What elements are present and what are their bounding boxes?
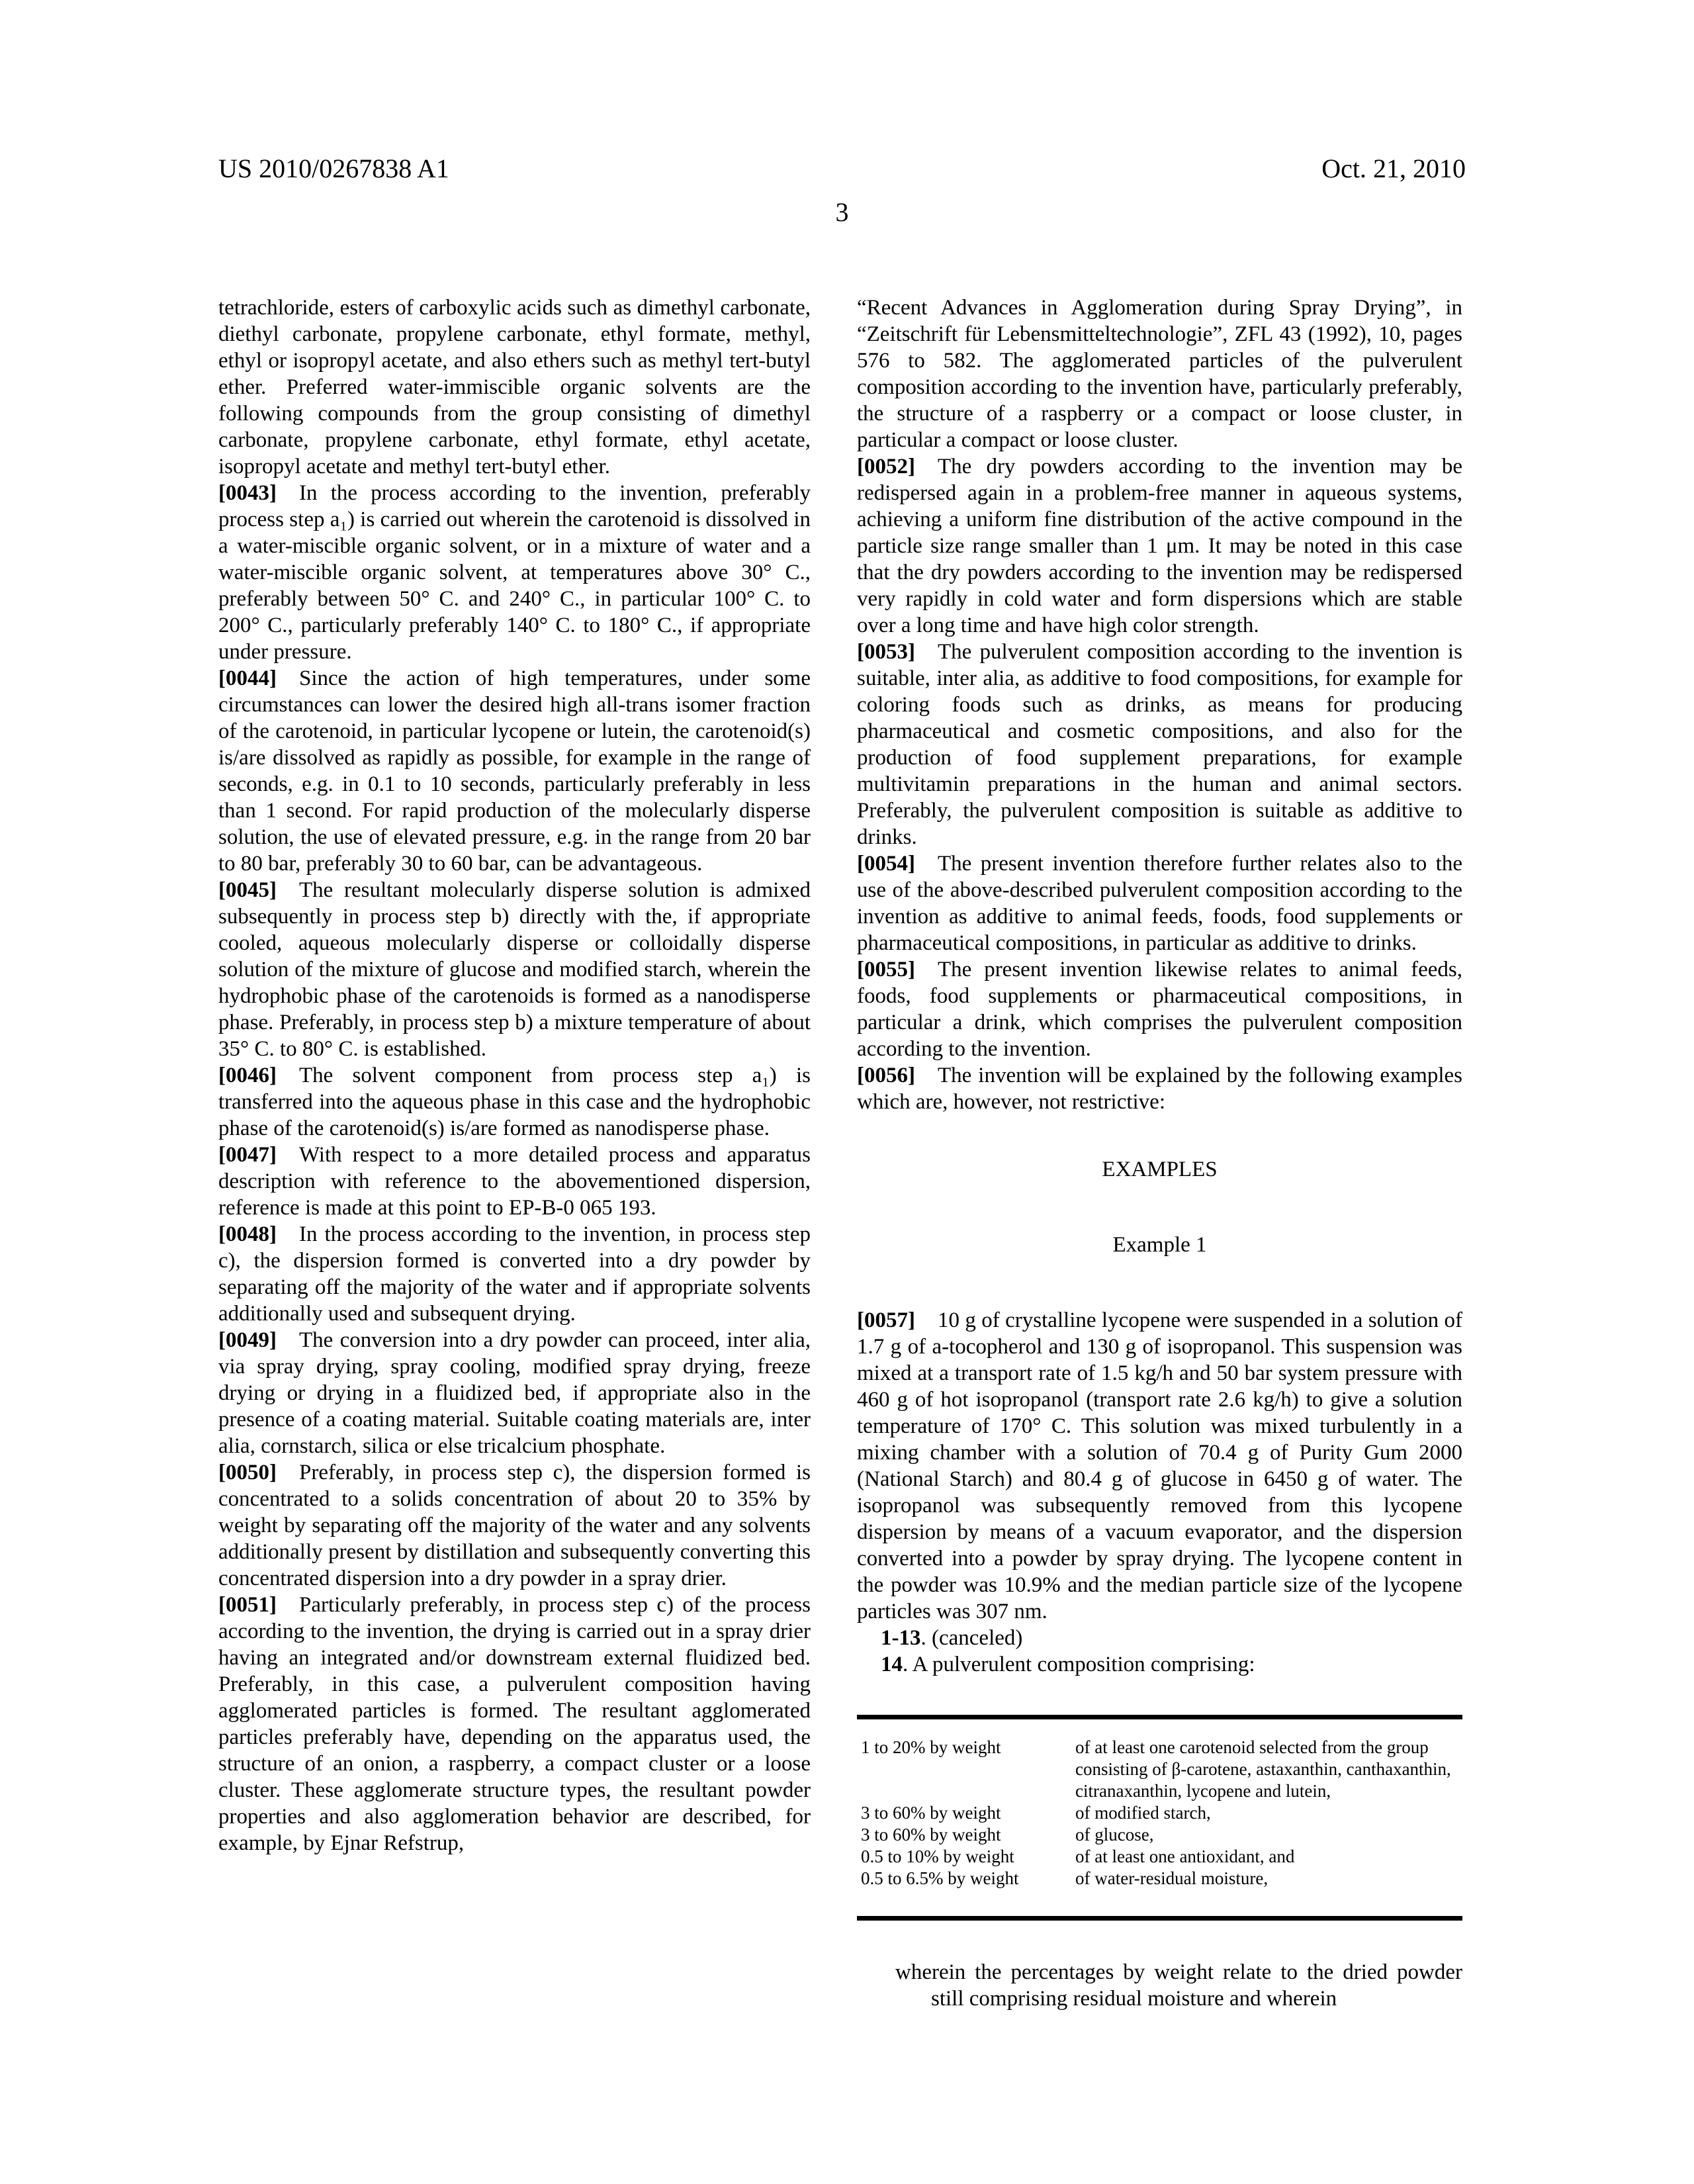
paragraph-text: With respect to a more detailed process and apparatus description with reference to the abovementioned dispersion, reference is made at this point to EP-B-0 065 193. (218, 1143, 811, 1220)
closing-clause: wherein the percentages by weight relate to the dried powder still comprising residual moisture and wherein (895, 1960, 1462, 2011)
publication-number: US 2010/0267838 A1 (218, 154, 449, 183)
claim-text: . (canceled) (920, 1626, 1023, 1650)
paragraph (857, 295, 1462, 453)
claim-number: 1-13 (881, 1626, 921, 1650)
example1-heading: Example 1 (1112, 1233, 1207, 1257)
paragraph-text: The conversion into a dry powder can proceed, inter alia, via spray drying, spray cooling, modified spray drying, freeze drying or drying in a fluidized bed, if appropriate also in the presence of a coating material. Suitable coating materials are, inter alia, cornstarch, silica or else tricalcium phosphate. (218, 1328, 811, 1458)
paragraph-number: [0055] (857, 958, 915, 981)
paragraph (218, 1221, 811, 1327)
paragraph-text: Since the action of high temperatures, under some circumstances can lower the desired high all-trans isomer fraction of the carotenoid, in particular lycopene or lutein, the carotenoid(s) is/are dissolved as rapidly as possible, for example in the range of seconds, e.g. in 0.1 to 10 seconds, particularly preferably in less than 1 second. For rapid production of the molecularly disperse solution, the use of elevated pressure, e.g. in the range from 20 bar to 80 bar, preferably 30 to 60 bar, can be advantageous. (218, 666, 811, 876)
paragraph-text: Preferably, in process step c), the dispersion formed is concentrated to a solids concentration of about 20 to 35% by weight by separating off the majority of the water and any solvents additionally present by distillation and subsequently converting this concentrated dispersion into a dry powder in a spray drier. (218, 1461, 811, 1590)
paragraph (218, 1142, 811, 1221)
paragraph-text: The pulverulent composition according to the invention is suitable, inter alia, as additive to food compositions, for example for coloring foods such as drinks, as means for producing pharmaceutical and cosmetic compositions, and also for the production of food supplement preparations, for example multivitamin preparations in the human and animal sectors. Preferably, the pulverulent composition is suitable as additive to drinks. (857, 640, 1462, 849)
paragraph-number: [0052] (857, 455, 915, 478)
composition-table (857, 1715, 1462, 1921)
paragraph-number: [0049] (218, 1328, 277, 1352)
claim-canceled (857, 1625, 1462, 1651)
paragraph (218, 665, 811, 877)
paragraph-number: [0044] (218, 666, 277, 690)
paragraph (857, 1062, 1462, 1115)
table-component-cell: of modified starch, (1075, 1803, 1211, 1823)
paragraph-text: The present invention therefore further relates also to the use of the above-described pulverulent composition according to the invention as additive to animal feeds, foods, food supplements or pharmaceutical compositions, in particular as additive to drinks. (857, 852, 1462, 955)
page-number: 3 (835, 197, 849, 227)
paragraph (218, 295, 811, 480)
publication-date: Oct. 21, 2010 (1321, 154, 1466, 183)
table-amount-cell: 1 to 20% by weight (861, 1737, 1001, 1757)
paragraph-number: [0054] (857, 852, 915, 876)
paragraph-text: The invention will be explained by the following examples which are, however, not restrictive: (857, 1064, 1462, 1114)
paragraph (218, 1062, 811, 1142)
paragraph-text: The resultant molecularly disperse solution is admixed subsequently in process step b) directly with the, if appropriate cooled, aqueous molecularly disperse or colloidally disperse solution of the mixture of glucose and modified starch, wherein the hydrophobic phase of the carotenoids is formed as a nanodisperse phase. Preferably, in process step b) a mixture temperature of about 35° C. to 80° C. is established. (218, 878, 811, 1061)
paragraph-number: [0047] (218, 1143, 277, 1167)
page-header (218, 154, 1466, 184)
right-column (857, 295, 1462, 2012)
paragraph-text: In the process according to the invention, in process step c), the dispersion formed is converted into a dry powder by separating off the majority of the water and if appropriate solvents additionally used and subsequent drying. (218, 1222, 811, 1326)
paragraph-text: 10 g of crystalline lycopene were suspended in a solution of 1.7 g of a-tocopherol and 130 g of isopropanol. This suspension was mixed at a transport rate of 1.5 kg/h and 50 bar system pressure with 460 g of hot isopropanol (transport rate 2.6 kg/h) to give a solution temperature of 170° C. This solution was mixed turbulently in a mixing chamber with a solution of 70.4 g of Purity Gum 2000 (National Starch) and 80.4 g of glucose in 6450 g of water. The isopropanol was subsequently removed from this lycopene dispersion by means of a vacuum evaporator, and the dispersion converted into a powder by spray drying. The lycopene content in the powder was 10.9% and the median particle size of the lycopene particles was 307 nm. (857, 1308, 1462, 1623)
paragraph-number: [0053] (857, 640, 915, 664)
paragraph-number: [0050] (218, 1461, 277, 1484)
claim-number: 14 (881, 1653, 903, 1676)
table-component-cell: of at least one antioxidant, and (1075, 1846, 1295, 1866)
paragraph-number: [0043] (218, 481, 277, 505)
paragraph-text: “Recent Advances in Agglomeration during Spray Drying”, in “Zeitschrift für Lebensmitteltechnologie”, ZFL 43 (1992), 10, pages 576 to 582. The agglomerated particles of the pulverulent composition according to the invention have, particularly preferably, the structure of a raspberry or a compact or loose cluster, in particular a compact or loose cluster. (857, 296, 1462, 452)
paragraph (218, 1592, 811, 1856)
paragraph-text: tetrachloride, esters of carboxylic acids such as dimethyl carbonate, diethyl carbonate, propylene carbonate, ethyl formate, methyl, ethyl or isopropyl acetate, and also ethers such as methyl tert-butyl ether. Preferred water-immiscible organic solvents are the following compounds from the group consisting of dimethyl carbonate, propylene carbonate, ethyl formate, ethyl acetate, isopropyl acetate and methyl tert-butyl ether. (218, 296, 811, 478)
table-component-cell: of at least one carotenoid selected from the group consisting of β-carotene, astaxanthin, canthaxanthin, citranaxanthin, lycopene and lutein, (1075, 1737, 1451, 1801)
table-component-cell: of glucose, (1075, 1825, 1154, 1844)
claim-14 (857, 1651, 1462, 1678)
table-amount-cell: 0.5 to 6.5% by weight (861, 1868, 1019, 1888)
paragraph-text: The solvent component from process step a₁) is transferred into the aqueous phase in this case and the hydrophobic phase of the carotenoid(s) is/are formed as nanodisperse phase. (218, 1064, 811, 1140)
paragraph-text: Particularly preferably, in process step c) of the process according to the invention, the drying is carried out in a spray drier having an integrated and/or downstream external fluidized bed. Preferably, in this case, a pulverulent composition having agglomerated particles is formed. The resultant agglomerated particles preferably have, depending on the apparatus used, the structure of an onion, a raspberry, a compact cluster or a loose cluster. These agglomerate structure types, the resultant powder properties and also agglomeration behavior are described, for example, by Ejnar Refstrup, (218, 1593, 811, 1855)
paragraph-number: [0048] (218, 1222, 277, 1246)
table-component-cell: of water-residual moisture, (1075, 1868, 1269, 1888)
table-amount-cell: 3 to 60% by weight (861, 1825, 1001, 1844)
examples-heading: EXAMPLES (1102, 1158, 1218, 1181)
paragraph-text: The dry powders according to the invention may be redispersed again in a problem-free manner in aqueous systems, achieving a uniform fine distribution of the active compound in the particle size range smaller than 1 μm. It may be noted in this case that the dry powders according to the invention may be redispersed very rapidly in cold water and form dispersions which are stable over a long time and have high color strength. (857, 455, 1462, 637)
claim-text: . A pulverulent composition comprising: (903, 1653, 1255, 1676)
paragraph-number: [0057] (857, 1308, 915, 1332)
paragraph-number: [0046] (218, 1064, 277, 1087)
left-column (218, 295, 811, 1856)
paragraph (218, 1459, 811, 1592)
paragraph-number: [0056] (857, 1064, 915, 1087)
paragraph (857, 956, 1462, 1062)
paragraph-number: [0051] (218, 1593, 277, 1617)
paragraph (857, 1307, 1462, 1625)
table-amount-cell: 0.5 to 10% by weight (861, 1846, 1014, 1866)
paragraph (857, 639, 1462, 850)
paragraph (218, 480, 811, 665)
paragraph (218, 1327, 811, 1459)
table-amount-cell: 3 to 60% by weight (861, 1803, 1001, 1823)
paragraph (857, 453, 1462, 639)
paragraph (218, 877, 811, 1062)
paragraph-text: The present invention likewise relates to animal feeds, foods, food supplements or pharmaceutical compositions, in particular a drink, which comprises the pulverulent composition according to the invention. (857, 958, 1462, 1061)
paragraph (857, 850, 1462, 956)
paragraph-number: [0045] (218, 878, 277, 902)
paragraph-text: In the process according to the invention, preferably process step a₁) is carried out wherein the carotenoid is dissolved in a water-miscible organic solvent, or in a mixture of water and a water-miscible organic solvent, at temperatures above 30° C., preferably between 50° C. and 240° C., in particular 100° C. to 200° C., particularly preferably 140° C. to 180° C., if appropriate under pressure. (218, 481, 811, 664)
